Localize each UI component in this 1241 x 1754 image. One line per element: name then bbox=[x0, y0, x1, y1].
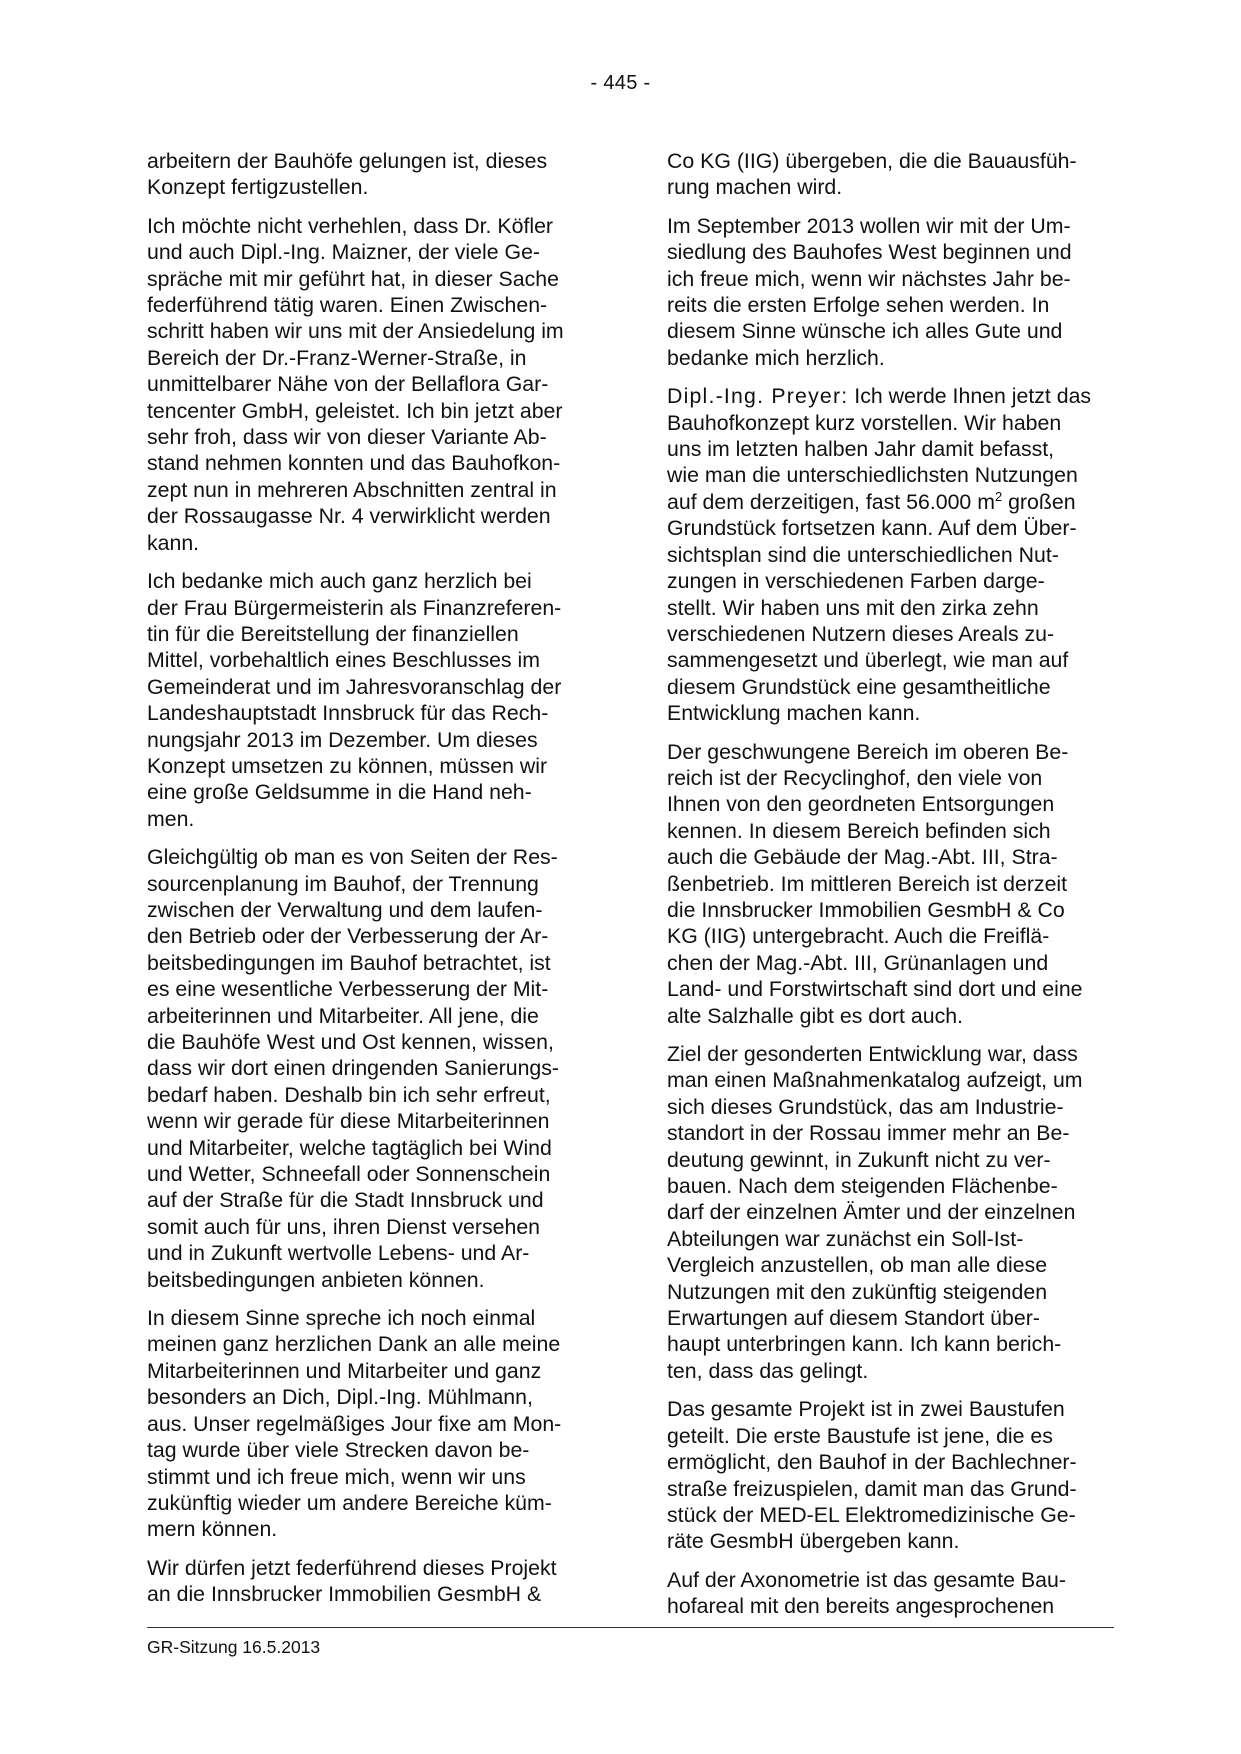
paragraph: Auf der Axonometrie ist das gesamte Bau- hofareal mit den bereits angesprochenen bbox=[667, 1567, 1066, 1619]
paragraph: In diesem Sinne spreche ich noch einmal meinen ganz herzlichen Dank an alle meine Mitarbeiterinnen und Mitarbeiter und ganz besonders an Dich, Dipl.-Ing. Mühlmann, aus. Unser regelmäßiges Jour fixe am Mon- tag wurde über viele Strecken davon be- stimmt und ich freue mich, wenn wir uns zukünftig wieder um andere Bereiche küm- mern können. bbox=[147, 1306, 562, 1542]
paragraph: Im September 2013 wollen wir mit der Um- siedlung des Bauhofes West beginnen und ich freue mich, wenn wir nächstes Jahr be- reits die ersten Erfolge sehen werden. In diesem Sinne wünsche ich alles Gute und bedanke mich herzlich. bbox=[667, 213, 1072, 370]
paragraph: Co KG (IIG) übergeben, die die Bauausfüh- rung machen wird. bbox=[667, 149, 1077, 200]
paragraph: Der geschwungene Bereich im oberen Be- reich ist der Recyclinghof, den viele von Ihnen von den geordneten Entsorgungen kennen. In diesem Bereich befinden sich auch die Gebäude der Mag.-Abt. III, Stra- ßenbetrieb. Im mittleren Bereich ist derzeit die Innsbrucker Immobilien GesmbH & Co KG (IIG) untergebracht. Auch die Freiflä- chen der Mag.-Abt. III, Grünanlagen und Land- und Forstwirtschaft sind dort und eine alte Salzhalle gibt es dort auch. bbox=[667, 739, 1083, 1028]
footer-session-label: GR-Sitzung 16.5.2013 bbox=[147, 1637, 321, 1657]
paragraph: Ich möchte nicht verhehlen, dass Dr. Köfler und auch Dipl.-Ing. Maizner, der viele Ge- spräche mit mir geführt hat, in dieser Sache federführend tätig waren. Einen Zwischen- schritt haben wir uns mit der Ansiedelung im Bereich der Dr.-Franz-Werner-Straße, in unmittelbarer Nähe von der Bellaflora Gar- tencenter GmbH, geleistet. Ich bin jetzt aber sehr froh, dass wir von dieser Variante Ab- stand nehmen konnten und das Bauhofkon- zept nun in mehreren Abschnitten zentral in der Rossaugasse Nr. 4 verwirklicht werden kann. bbox=[147, 213, 564, 555]
paragraph: Das gesamte Projekt ist in zwei Baustufen geteilt. Die erste Baustufe ist jene, die es ermöglicht, den Bauhof in der Bachlechner- straße freizuspielen, damit man das Grund- stück der MED-EL Elektromedizinische Ge- räte GesmbH übergeben kann. bbox=[667, 1397, 1077, 1554]
paragraph: Ich bedanke mich auch ganz herzlich bei der Frau Bürgermeisterin als Finanzreferen- tin für die Bereitstellung der finanziellen Mittel, vorbehaltlich eines Beschlusses im Gemeinderat und im Jahresvoranschlag der Landeshauptstadt Innsbruck für das Rech- nungsjahr 2013 im Dezember. Um dieses Konzept umsetzen zu können, müssen wir eine große Geldsumme in die Hand neh- men. bbox=[147, 569, 562, 831]
paragraph: Ziel der gesonderten Entwicklung war, dass man einen Maßnahmenkatalog aufzeigt, um sich dieses Grundstück, das am Industrie- standort in der Rossau immer mehr an Be- deutung gewinnt, in Zukunft nicht zu ver- bauen. Nach dem steigenden Flächenbe- darf der einzelnen Ämter und der einzelnen Abteilungen war zunächst ein Soll-Ist- Vergleich anzustellen, ob man alle diese Nutzungen mit den zukünftig steigenden Erwartungen auf diesem Standort über- haupt unterbringen kann. Ich kann berich- ten, dass das gelingt. bbox=[667, 1042, 1083, 1383]
left-column bbox=[147, 148, 602, 1620]
right-column bbox=[667, 148, 1122, 1632]
paragraph: Wir dürfen jetzt federführend dieses Projekt an die Innsbrucker Immobilien GesmbH & bbox=[147, 1555, 557, 1607]
paragraph: Gleichgültig ob man es von Seiten der Res- sourcenplanung im Bauhof, der Trennung zwischen der Verwaltung und dem laufen- den Betrieb oder der Verbesserung der Ar- beitsbedingungen im Bauhof betrachtet, ist es eine wesentliche Verbesserung der Mit- arbeiterinnen und Mitarbeiter. All jene, die die Bauhöfe West und Ost kennen, wissen, dass wir dort einen dringenden Sanierungs- bedarf haben. Deshalb bin ich sehr erfreut, wenn wir gerade für diese Mitarbeiterinnen und Mitarbeiter, welche tagtäglich bei Wind und Wetter, Schneefall oder Sonnenschein auf der Straße für die Stadt Innsbruck und somit auch für uns, ihren Dienst versehen und in Zukunft wertvolle Lebens- und Ar- beitsbedingungen anbieten können. bbox=[147, 845, 559, 1292]
paragraph-speaker bbox=[667, 383, 1122, 726]
paragraph: arbeitern der Bauhöfe gelungen ist, dieses Konzept fertigzustellen. bbox=[147, 149, 548, 200]
speech-text: Ich werde Ihnen jetzt das Bauhofkonzept kurz vorstellen. Wir haben uns im letzten halben Jahr damit befasst, wie man die unterschiedlichsten Nutzungen auf dem derzeitigen, fast 56.000 m bbox=[667, 384, 1092, 514]
footer-divider bbox=[147, 1627, 1114, 1628]
speech-text: großen Grundstück fortsetzen kann. Auf dem Über- sichtsplan sind die unterschiedlichen Nut- zungen in verschiedenen Farben darge- stellt. Wir haben uns mit den zirka zehn verschiedenen Nutzern dieses Areals zu- sammengesetzt und überlegt, wie man auf diesem Grundstück eine gesamtheitliche Entwicklung machen kann. bbox=[667, 489, 1077, 726]
speaker-name: Dipl.-Ing. Preyer: bbox=[667, 384, 849, 409]
page-number: - 445 - bbox=[590, 72, 651, 94]
superscript: 2 bbox=[994, 488, 1003, 504]
